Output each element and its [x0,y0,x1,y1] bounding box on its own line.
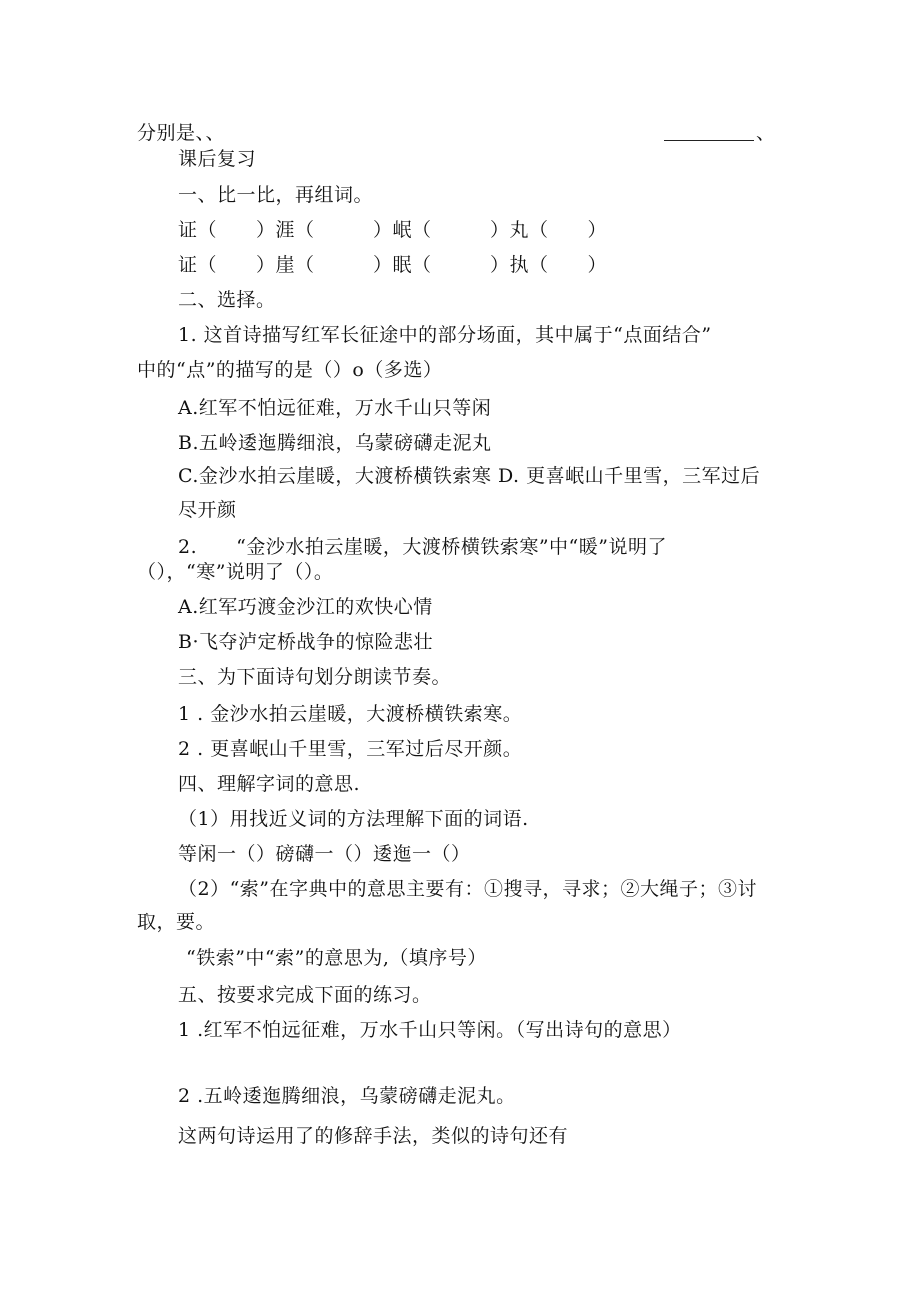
question-heading-2: 二、选择。 [178,289,276,311]
answer-option: A.红军不怕远征难，万水千山只等闲 [178,397,492,419]
question-text: 中的“点”的描写的是（）o（多选） [137,359,443,381]
question-heading-3: 三、为下面诗句划分朗读节奏。 [178,666,452,688]
question-text: “铁索”中“索”的意思为,（填序号） [186,947,487,969]
question-text: （），“寒”说明了（）。 [137,561,334,583]
poem-line: 2 . 更喜岷山千里雪，三军过后尽开颜。 [178,738,523,760]
answer-option: A.红军巧渡金沙江的欢快心情 [178,596,433,618]
question-text: 2 .五岭逶迤腾细浪，乌蒙磅礴走泥丸。 [178,1085,516,1107]
answer-option: B·飞夺泸定桥战争的惊险悲壮 [178,631,434,653]
section-title: 课后复习 [178,148,257,170]
question-text: 1. 这首诗描写红军长征途中的部分场面，其中属于“点面结合” [178,324,712,346]
answer-option: 尽开颜 [178,499,237,521]
question-heading-5: 五、按要求完成下面的练习。 [178,984,432,1006]
question-text: （2）“索”在字典中的意思主要有：①搜寻，寻求；②大绳子；③讨 [178,878,758,900]
intro-line: 分别是、、 [137,122,226,144]
question-heading-1: 一、比一比，再组词。 [178,184,374,206]
poem-line: 1 . 金沙水拍云崖暖，大渡桥横铁索寒。 [178,703,523,725]
question-heading-4: 四、理解字词的意思. [178,773,361,795]
question-text: 取，要。 [137,911,216,933]
question-text: 等闲一（）磅礴一（）逶迤一（） [178,843,471,865]
question-text: 2. “金沙水拍云崖暖，大渡桥横铁索寒”中“暖”说明了 [178,536,667,558]
question-text: 1 .红军不怕远征难，万水千山只等闲。（写出诗句的意思） [178,1019,682,1041]
intro-line-end: 、 [756,122,776,144]
answer-option: B.五岭逶迤腾细浪，乌蒙磅礴走泥丸 [178,432,492,454]
character-row-2: 证（ ）崖（ ）眠（ ）执（ ） [178,254,608,276]
character-row-1: 证（ ）涯（ ）岷（ ）丸（ ） [178,219,608,241]
answer-blank-line [664,140,754,141]
answer-option: C.金沙水拍云崖暖，大渡桥横铁索寒 D. 更喜岷山千里雪，三军过后 [178,465,761,487]
question-text: （1）用找近义词的方法理解下面的词语. [178,808,529,830]
question-text: 这两句诗运用了的修辞手法，类似的诗句还有 [178,1125,569,1147]
